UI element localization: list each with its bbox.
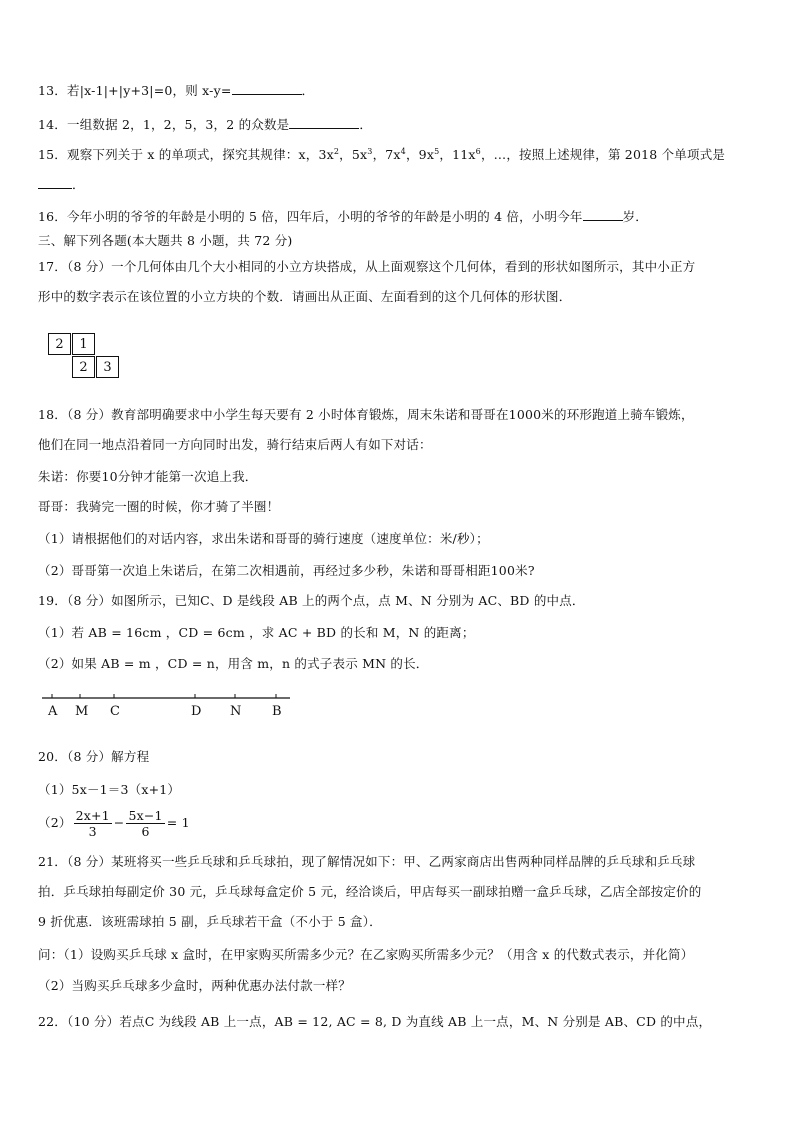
question-20-line-1: 20．（8 分）解方程 [38,749,150,764]
fraction-2: $\frac{5x-1}{6}$ [128,808,163,839]
question-22-line-1: 22．（10 分）若点C 为线段 AB 上一点，AB = 12, AC = 8, D 为直线 AB 上一点，M、N 分别是 AB、CD 的中点， [38,1014,712,1029]
question-17-line-1: 17．（8 分）一个几何体由几个大小相同的小立方块搭成，从上面观察这个几何体，看到的形状如图所示，其中小正方 [38,259,696,274]
point-label-D: D [191,704,202,719]
grid-cell: 2 [48,333,71,355]
point-label-C: C [110,704,120,719]
point-label-B: B [272,704,282,719]
question-15: 15．观察下列关于 x 的单项式，探究其规律：x，$3x^2$，$5x^3$，$7x^4$，$9x^5$，$11x^6$，…，按照上述规律，第 2018 个单项式是 [38,146,726,162]
point-label-N: N [230,704,242,719]
answer-blank [583,208,623,221]
question-16: 16．今年小明的爷爷的年龄是小明的 5 倍，四年后，小明的爷爷的年龄是小明的 4 倍，小明今年 岁． [38,209,649,224]
question-19-line-3: （2）如果 AB = m ，CD = n，用含 m，n 的式子表示 MN 的长． [38,656,429,671]
top-view-grid [48,333,122,381]
question-21-line-4: 问：（1）设购买乒乓球 x 盒时，在甲家购买所需多少元？在乙家购买所需多少元？（用含 x 的代数式表示，并化简） [38,947,694,962]
question-18-line-3: 朱诺：你要10分钟才能第一次追上我． [38,469,258,484]
question-14: 14．一组数据 2，1，2，5，3，2 的众数是 ． [38,117,373,132]
question-21-line-1: 21．（8 分）某班将买一些乒乓球和乒乓球拍，现了解情况如下：甲、乙两家商店出售两种同样品牌的乒乓球和乒乓球 [38,854,696,869]
question-21-line-3: 9 折优惠．该班需球拍 5 副，乒乓球若干盒（不小于 5 盒）． [38,914,382,929]
question-15-answer-line: ． [38,176,764,194]
question-13: 13．若|x-1|+|y+3|=0，则 x-y= ． [38,83,315,98]
section-heading: 三、解下列各题(本大题共 8 小题，共 72 分) [38,233,293,248]
grid-cell: 3 [96,356,119,378]
question-19-line-1: 19．（8 分）如图所示，已知C、D 是线段 AB 上的两个点，点 M、N 分别为 AC、BD 的中点． [38,593,585,608]
question-18-line-5: （1）请根据他们的对话内容，求出朱诺和哥哥的骑行速度（速度单位：米/秒）； [38,531,489,546]
question-17-line-2: 形中的数字表示在该位置的小立方块的个数．请画出从正面、左面看到的这个几何体的形状图． [38,289,572,304]
question-20-equation: （2） $\frac{2x+1}{3}$ − $\frac{5x-1}{6}$ = 1 [38,808,190,839]
point-label-M: M [75,704,89,719]
point-label-A: A [48,704,58,719]
question-18-line-6: （2）哥哥第一次追上朱诺后，在第二次相遇前，再经过多少秒，朱诺和哥哥相距100米? [38,563,535,578]
grid-cell: 2 [72,356,95,378]
question-21-line-5: （2）当购买乒乓球多少盒时，两种优惠办法付款一样？ [38,978,351,993]
fraction-1: $\frac{2x+1}{3}$ [75,808,110,839]
answer-blank [289,116,359,129]
answer-blank [232,82,302,95]
question-18-line-4: 哥哥：我骑完一圈的时候，你才骑了半圈！ [38,499,280,514]
question-18-line-2: 他们在同一地点沿着同一方向同时出发，骑行结束后两人有如下对话： [38,437,432,452]
question-19-line-2: （1）若 AB = 16cm ，CD = 6cm ，求 AC + BD 的长和 M，N 的距离； [38,625,475,640]
question-21-line-2: 拍．乒乓球拍每副定价 30 元，乒乓球每盒定价 5 元，经洽谈后，甲店每买一副球拍赠一盒乒乓球，乙店全部按定价的 [38,884,702,899]
answer-blank [38,176,72,189]
question-20-line-2: （1）5x－1＝3（x+1） [38,782,181,797]
question-18-line-1: 18．（8 分）教育部明确要求中小学生每天要有 2 小时体育锻炼，周末朱诺和哥哥在1000米的环形跑道上骑车锻炼， [38,407,694,422]
grid-cell: 1 [72,333,95,355]
